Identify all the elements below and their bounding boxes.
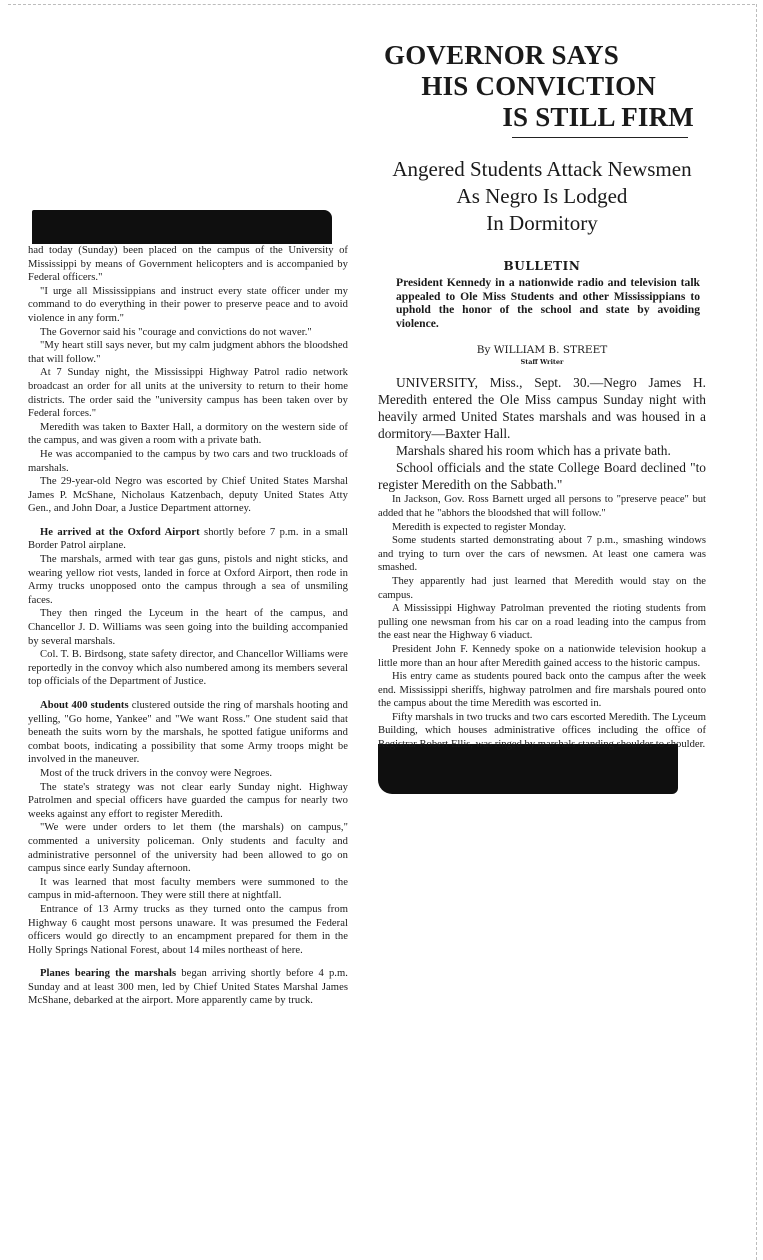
section-gap [28,689,348,699]
subhead-line: In Dormitory [486,211,598,235]
redacted-block-top [32,210,332,244]
left-paragraph: It was learned that most faculty members were summoned to the campus in mid-afternoon. They were still there at nightfall. [28,876,348,902]
left-paragraph: They then ringed the Lyceum in the heart of the campus, and Chancellor J. D. Williams was seen going into the building accompanied by several marshals. [28,608,348,647]
subhead-line: Angered Students Attack Newsmen [392,157,692,181]
lead-paragraph: UNIVERSITY, Miss., Sept. 30.—Negro James H. Meredith entered the Ole Miss campus Sunday night with heavily armed United States marshals and was housed in a dormitory—Baxter Hall. [378,375,706,442]
section-lead-in: He arrived at the Oxford Airport [40,526,200,538]
byline-title: Staff Writer [520,358,564,367]
left-paragraph: had today (Sunday) been placed on the campus of the University of Mississippi by means of Government helicopters and is accompanied by Federal officers." [28,245,348,284]
left-section4-lead-paragraph [28,967,348,1008]
left-paragraph: The marshals, armed with tear gas guns, pistols and night sticks, and wearing yellow riot vests, landed in force at Oxford Airport, then rode in Army trucks unopposed onto the campus through a sea of unsmiling faces. [28,554,348,606]
section-lead-rest: shortly before 7 p.m. in a small Border Patrol airplane. [28,526,348,552]
headline [378,40,706,133]
right-column [378,40,706,794]
lead-paragraph: Marshals shared his room which has a private bath. [396,443,671,459]
section-lead-in: Planes bearing the marshals [40,968,177,980]
headline-rule [512,137,688,138]
headline-line: IS STILL FIRM [502,102,694,132]
bulletin-label: BULLETIN [503,259,581,273]
left-paragraph: He was accompanied to the campus by two cars and two truckloads of marshals. [28,448,348,474]
left-paragraph: Meredith was taken to Baxter Hall, a dormitory on the western side of the campus, and was given a room with a private bath. [28,421,348,447]
left-paragraph: The Governor said his "courage and convictions do not waver." [40,326,312,338]
left-paragraph: Col. T. B. Birdsong, state safety director, and Chancellor Williams were reportedly in the convoy which also numbered among its members several top officials of the Department of Justice. [28,649,348,688]
headline-line: GOVERNOR SAYS [384,40,619,70]
subhead-line: As Negro Is Lodged [456,184,628,208]
lead-paragraphs [378,374,706,493]
section-lead-in: About 400 students [40,700,129,711]
left-paragraph: Most of the truck drivers in the convoy were Negroes. [40,767,273,779]
body-paragraphs [378,493,706,751]
byline: By WILLIAM B. STREET [476,344,608,357]
left-paragraph: "I urge all Mississippians and instruct every state officer under my command to do everything in their power to preserve peace and to avoid violence in any form." [28,285,348,324]
section-gap [28,957,348,967]
body-paragraph: Meredith is expected to register Monday. [392,521,567,533]
body-paragraph: His entry came as students poured back onto the campus after the week end. Mississippi sheriffs, highway patrolmen and fire marshals poured onto the campus about the time Meredith was escorted in. [378,671,706,710]
left-paragraph: Entrance of 13 Army trucks as they turned onto the campus from Highway 6 caught most persons unaware. It was presumed the Federal officers would go directly to an encampment prepared for them in the Holly Springs National Forest, about 14 miles northeast of here. [28,903,348,956]
left-paragraph: "We were under orders to let them (the marshals) on campus," commented a university policeman. Only students and faculty and administrative personnel of the university had been allowed to go on campus since early Sunday afternoon. [28,822,348,875]
lead-paragraph: School officials and the state College Board declined "to register Meredith on the Sabbath." [378,460,706,493]
left-paragraph: The state's strategy was not clear early Sunday night. Highway Patrolmen and special officers have guarded the campus for nearly two weeks against any effort to register Meredith. [28,781,348,820]
left-section3-lead-paragraph [28,699,348,767]
body-paragraph: President John F. Kennedy spoke on a nationwide television hookup a little more than an hour after Meredith gained access to the historic campus. [378,643,706,669]
page-right-border [756,4,757,1260]
subheadline [378,156,706,237]
left-column [28,210,348,1008]
left-section2-lead-paragraph [28,526,348,553]
body-paragraph: They apparently had just learned that Meredith would stay on the campus. [378,575,706,601]
section-lead-rest: began arriving shortly before 4 p.m. Sunday and at least 300 men, led by Chief United States Marshal James McShane, debarked at the airport. More apparently came by truck. [28,968,348,1007]
left-paragraph: "My heart still says never, but my calm judgment abhors the bloodshed that will follow." [28,340,348,365]
section-lead-rest: clustered outside the ring of marshals hooting and yelling, "Go home, Yankee" and "We want Ross." One student said that beneath the suits worn by the marshals, he spotted fatigue uniforms and combat boots, indicating a possibility that some Army troops might be involved in the maneuver. [28,700,348,766]
body-paragraph: In Jackson, Gov. Ross Barnett urged all persons to "preserve peace" but added that he "abhors the bloodshed that will follow." [378,494,706,519]
section-gap [28,516,348,526]
body-paragraph: Some students started demonstrating about 7 p.m., smashing windows and trying to turn over the cars of newsmen. At least one camera was smashed. [378,535,706,574]
body-paragraph: Fifty marshals in two trucks and two cars escorted Meredith. The Lyceum Building, which houses administrative offices including the office of Registrar Robert Ellis, was ringed by marshals standing shoulder to shoulder. [378,711,706,751]
left-paragraph: The 29-year-old Negro was escorted by Chief United States Marshal James P. McShane, Nicholaus Katzenbach, deputy United States Atty Gen., and John Doar, a Justice Department attorney. [28,476,348,515]
left-paragraph: At 7 Sunday night, the Mississippi Highway Patrol radio network broadcast an order for all units at the university to return to their home districts. The order said the "university campus has been taken over by Federal forces." [28,367,348,420]
body-paragraph: A Mississippi Highway Patrolman prevented the rioting students from pulling one newsman from his car on a road leading into the campus from the east near the Highway 6 viaduct. [378,603,706,642]
page-top-border [8,4,755,5]
bulletin-text: President Kennedy in a nationwide radio and television talk appealed to Ole Miss Students and other Mississippians to uphold the honor of the school and state by avoiding violence. [396,276,700,330]
headline-line: HIS CONVICTION [421,71,656,101]
